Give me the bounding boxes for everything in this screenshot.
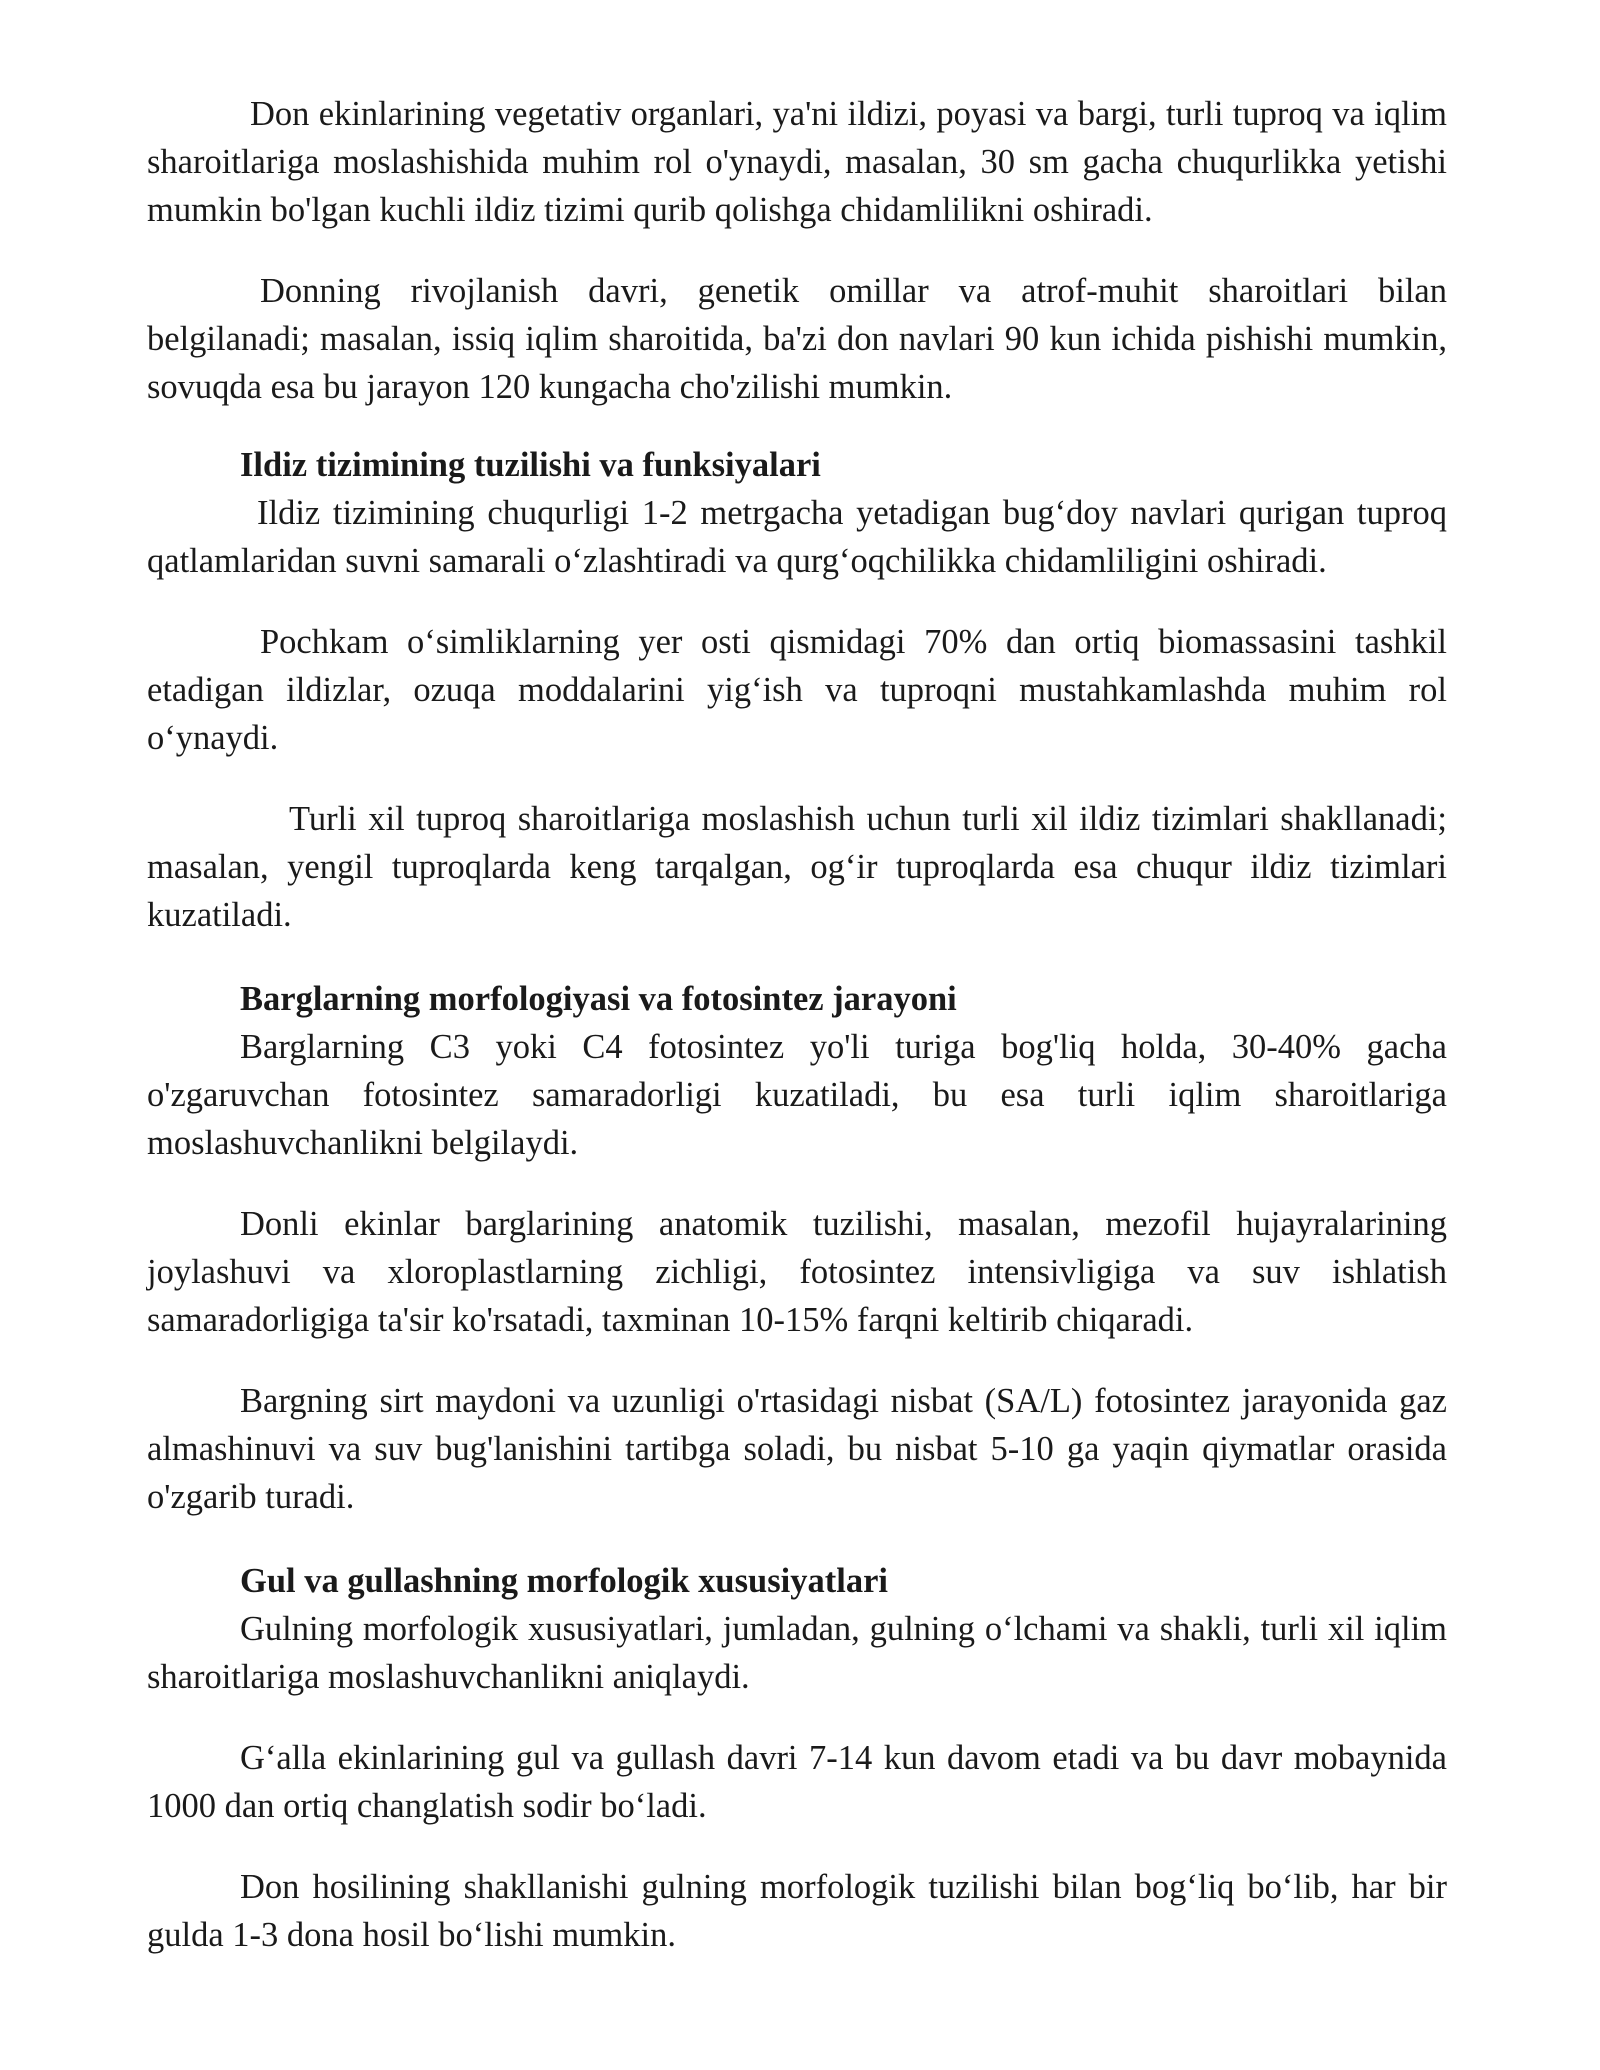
paragraph-c3-c4: Barglarning C3 yoki C4 fotosintez yo'li turiga bog'liq holda, 30-40% gacha o'zgaruvchan fotosintez samaradorligi kuzatiladi, bu esa turli iqlim sharoitlariga moslashuvchanlikni belgilaydi.	[147, 1028, 1447, 1162]
heading-flower-morphology: Gul va gullashning morfologik xususiyatlari	[240, 1562, 888, 1600]
paragraph-flower-features: Gulning morfologik xususiyatlari, jumladan, gulning o‘lchami va shakli, turli xil iqlim sharoitlariga moslashuvchanlikni aniqlaydi.	[147, 1610, 1447, 1696]
heading-leaf-morphology: Barglarning morfologiyasi va fotosintez jarayoni	[240, 980, 957, 1018]
paragraph-sa-l-ratio: Bargning sirt maydoni va uzunligi o'rtasidagi nisbat (SA/L) fotosintez jarayonida gaz almashinuvi va suv bug'lanishini tartibga soladi, bu nisbat 5-10 ga yaqin qiymatlar orasida o'zgarib turadi.	[147, 1382, 1447, 1516]
paragraph-root-adaptation: Turli xil tuproq sharoitlariga moslashish uchun turli xil ildiz tizimlari shakllanadi; masalan, yengil tuproqlarda keng tarqalgan, og‘ir tuproqlarda esa chuqur ildiz tizimlari kuzatiladi.	[147, 800, 1447, 934]
paragraph-flowering-period: G‘alla ekinlarining gul va gullash davri 7-14 kun davom etadi va bu davr mobaynida 1000 dan ortiq changlatish sodir bo‘ladi.	[147, 1739, 1447, 1825]
paragraph-grain-formation: Don hosilining shakllanishi gulning morfologik tuzilishi bilan bog‘liq bo‘lib, har bir gulda 1-3 dona hosil bo‘lishi mumkin.	[147, 1868, 1447, 1954]
paragraph-root-biomass: Pochkam o‘simliklarning yer osti qismidagi 70% dan ortiq biomassasini tashkil etadigan ildizlar, ozuqa moddalarini yig‘ish va tuproqni mustahkamlashda muhim rol o‘ynaydi.	[147, 623, 1447, 757]
paragraph-development-period: Donning rivojlanish davri, genetik omillar va atrof-muhit sharoitlari bilan belgilanadi; masalan, issiq iqlim sharoitida, ba'zi don navlari 90 kun ichida pishishi mumkin, sovuqda esa bu jarayon 120 kungacha cho'zilishi mumkin.	[147, 272, 1447, 406]
heading-root-system: Ildiz tizimining tuzilishi va funksiyalari	[240, 446, 821, 484]
paragraph-vegetative-organs: Don ekinlarining vegetativ organlari, ya'ni ildizi, poyasi va bargi, turli tuproq va iqlim sharoitlariga moslashishida muhim rol o'ynaydi, masalan, 30 sm gacha chuqurlikka yetishi mumkin bo'lgan kuchli ildiz tizimi qurib qolishga chidamlilikni oshiradi.	[147, 95, 1447, 229]
paragraph-root-depth: Ildiz tizimining chuqurligi 1-2 metrgacha yetadigan bug‘doy navlari qurigan tuproq qatlamlaridan suvni samarali o‘zlashtiradi va qurg‘oqchilikka chidamliligini oshiradi.	[147, 494, 1447, 580]
document-page	[147, 90, 1447, 1959]
paragraph-leaf-anatomy: Donli ekinlar barglarining anatomik tuzilishi, masalan, mezofil hujayralarining joylashuvi va xloroplastlarning zichligi, fotosintez intensivligiga va suv ishlatish samaradorligiga ta'sir ko'rsatadi, taxminan 10-15% farqni keltirib chiqaradi.	[147, 1205, 1447, 1339]
